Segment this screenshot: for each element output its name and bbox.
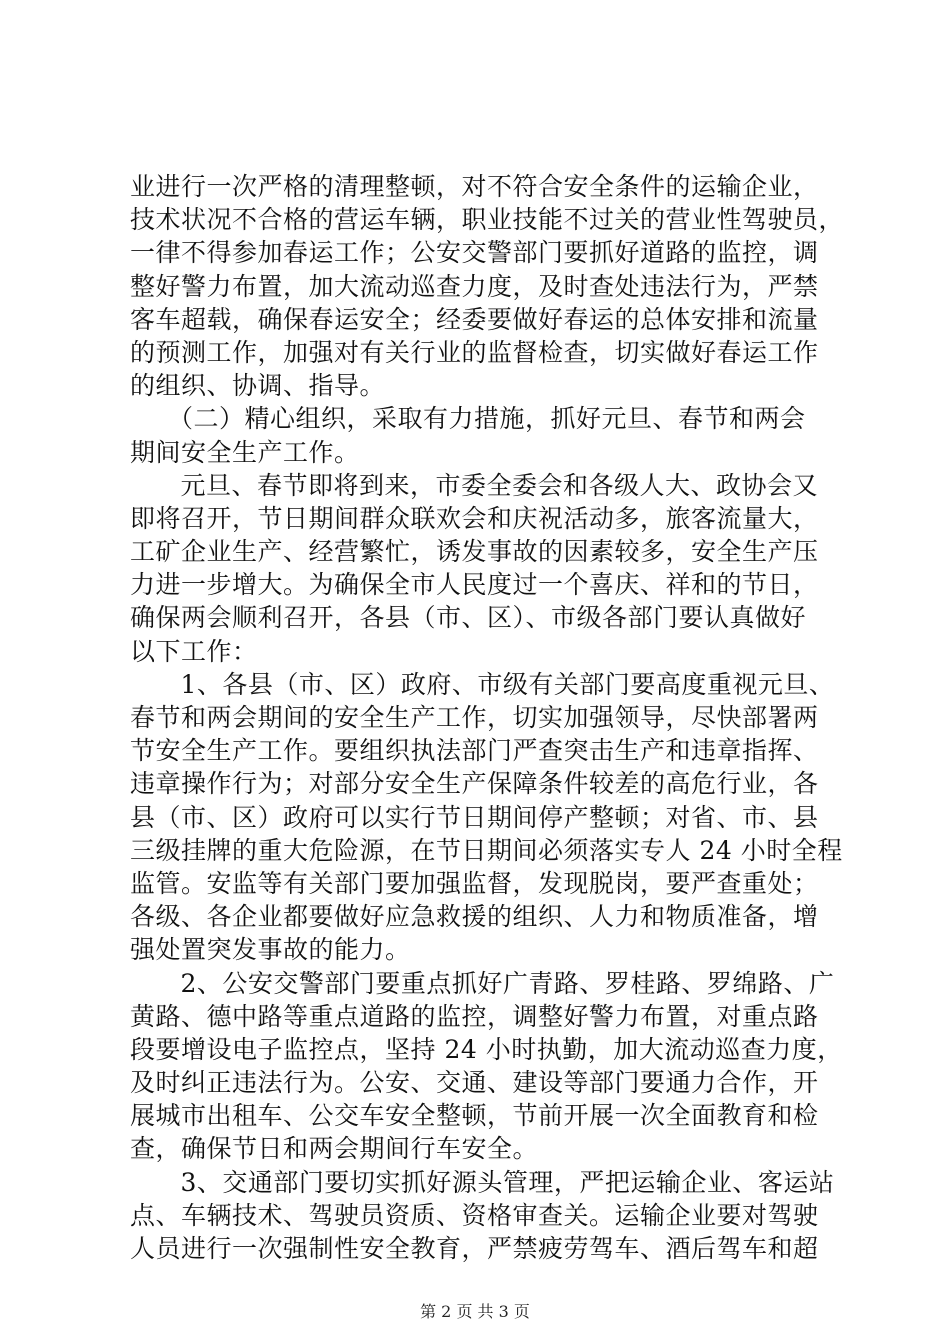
text-line: 及时纠正违法行为。公安、交通、建设等部门要通力合作，开 <box>130 1068 819 1098</box>
text-line: 确保两会顺利召开，各县（市、区）、市级各部门要认真做好 <box>130 603 807 633</box>
text-line: 技术状况不合格的营运车辆，职业技能不过关的营业性驾驶员， <box>130 205 845 235</box>
text-line: 县（市、区）政府可以实行节日期间停产整顿；对省、市、县 <box>130 802 819 832</box>
text-line: 整好警力布置，加大流动巡查力度，及时查处违法行为，严禁 <box>130 271 819 301</box>
text-line: 节安全生产工作。要组织执法部门严查突击生产和违章指挥、 <box>130 736 819 766</box>
text-line: 强处置突发事故的能力。 <box>130 935 411 965</box>
text-line: 2、公安交警部门要重点抓好广青路、罗桂路、罗绵路、广 <box>155 968 835 998</box>
text-line: 三级挂牌的重大危险源，在节日期间必须落实专人 24 小时全程 <box>130 835 843 865</box>
text-line: 1、各县（市、区）政府、市级有关部门要高度重视元旦、 <box>155 669 835 699</box>
text-line: 展城市出租车、公交车安全整顿，节前开展一次全面教育和检 <box>130 1101 819 1131</box>
text-line: 的组织、协调、指导。 <box>130 371 386 401</box>
document-body <box>130 170 845 1265</box>
text-line: 客车超载，确保春运安全；经委要做好春运的总体安排和流量 <box>130 304 819 334</box>
text-line: 春节和两会期间的安全生产工作，切实加强领导，尽快部署两 <box>130 703 819 732</box>
text-line: 人员进行一次强制性安全教育，严禁疲劳驾车、酒后驾车和超 <box>130 1234 819 1263</box>
text-line: 元旦、春节即将到来，市委全委会和各级人大、政协会又 <box>155 470 819 500</box>
text-line: 点、车辆技术、驾驶员资质、资格审查关。运输企业要对驾驶 <box>130 1200 819 1230</box>
text-line: 黄路、德中路等重点道路的监控，调整好警力布置，对重点路 <box>130 1001 819 1031</box>
section-heading-line: （二）精心组织，采取有力措施，抓好元旦、春节和两会 <box>155 404 806 434</box>
text-line: 一律不得参加春运工作；公安交警部门要抓好道路的监控，调 <box>130 238 819 268</box>
text-line: 力进一步增大。为确保全市人民度过一个喜庆、祥和的节日， <box>130 570 819 600</box>
text-line: 违章操作行为；对部分安全生产保障条件较差的高危行业，各 <box>130 769 819 799</box>
text-line: 即将召开，节日期间群众联欢会和庆祝活动多，旅客流量大， <box>130 503 819 533</box>
text-line: 各级、各企业都要做好应急救援的组织、人力和物质准备，增 <box>130 902 819 932</box>
text-line: 业进行一次严格的清理整顿，对不符合安全条件的运输企业， <box>130 172 819 201</box>
text-line: 查，确保节日和两会期间行车安全。 <box>130 1134 539 1164</box>
text-line: 段要增设电子监控点，坚持 24 小时执勤，加大流动巡查力度， <box>130 1034 843 1064</box>
text-line: 3、交通部门要切实抓好源头管理，严把运输企业、客运站 <box>155 1167 835 1197</box>
text-line: 以下工作： <box>130 636 258 666</box>
text-line: 的预测工作，加强对有关行业的监督检查，切实做好春运工作 <box>130 337 819 367</box>
section-heading-line: 期间安全生产工作。 <box>130 437 360 467</box>
text-line: 工矿企业生产、经营繁忙，诱发事故的因素较多，安全生产压 <box>130 537 819 567</box>
text-line: 监管。安监等有关部门要加强监督，发现脱岗，要严查重处； <box>130 868 819 898</box>
page-number-footer: 第 2 页 共 3 页 <box>420 1302 530 1321</box>
